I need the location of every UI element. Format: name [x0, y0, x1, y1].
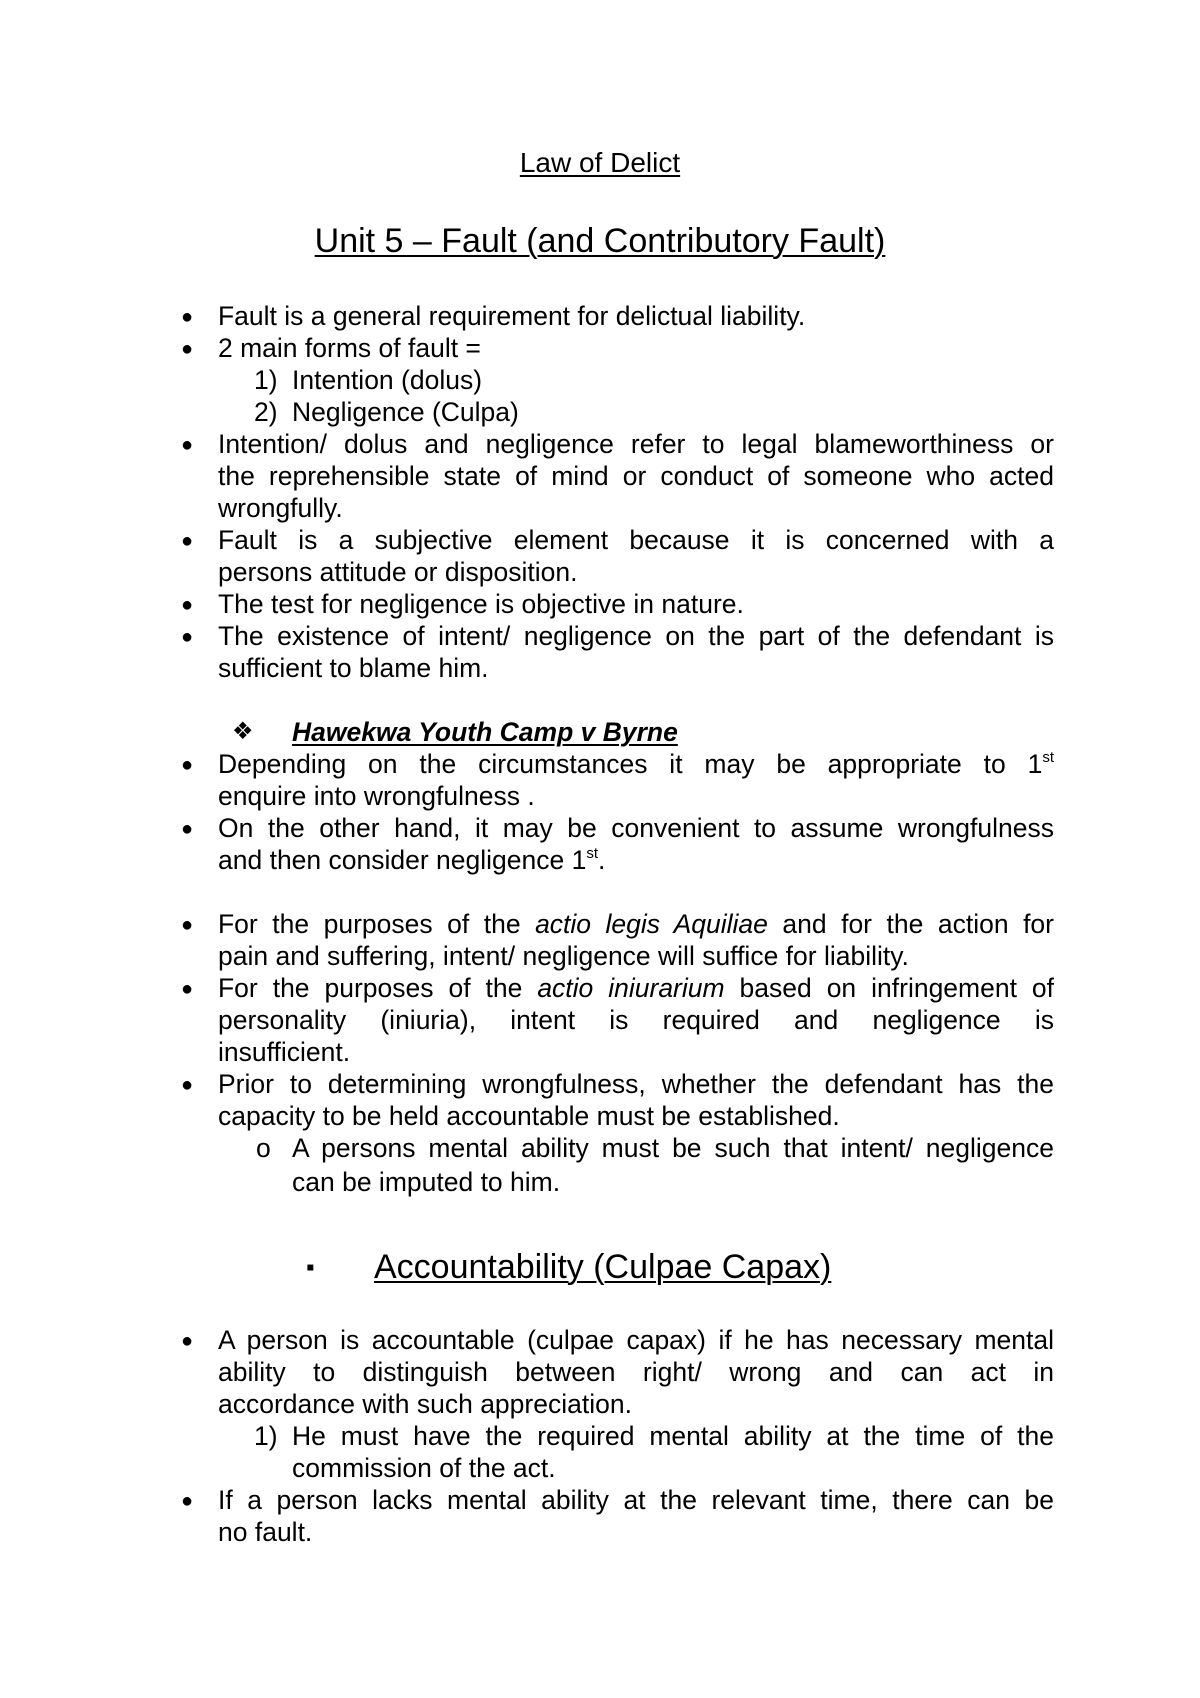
accountable-line1: A person is accountable (culpae capax) if he has necessary mental [218, 1325, 1054, 1355]
purposes-aquiliae-line1: For the purposes of the actio legis Aquiliae and for the action for [218, 909, 1054, 939]
bullet-marker: ● [181, 818, 194, 840]
section-heading: Accountability (Culpae Capax) [374, 1248, 832, 1286]
bullet-marker: ● [181, 1490, 194, 1512]
form-intention: Intention (dolus) [292, 365, 483, 395]
bullet-marker: ● [181, 914, 194, 936]
sub-bullet-marker: o [256, 1133, 271, 1163]
prior-wrongfulness-line1: Prior to determining wrongfulness, whether the defendant has the [218, 1069, 1054, 1099]
case-name: Hawekwa Youth Camp v Byrne [292, 717, 678, 747]
bullet-subjective-line2: persons attitude or disposition. [218, 557, 578, 587]
bullet-marker: ● [181, 978, 194, 1000]
accountable-line2: ability to distinguish between right/ wrong and can act in [218, 1357, 1054, 1387]
bullet-marker: ● [181, 434, 194, 456]
bullet-marker: ● [181, 754, 194, 776]
prior-wrongfulness-line2: capacity to be held accountable must be established. [218, 1101, 840, 1131]
bullet-fault-general: Fault is a general requirement for delictual liability. [218, 301, 806, 331]
unit-heading: Unit 5 – Fault (and Contributory Fault) [314, 222, 886, 260]
diamond-bullet-icon: ❖ [232, 718, 254, 745]
bullet-existence-line2: sufficient to blame him. [218, 653, 489, 683]
bullet-marker: ● [181, 594, 194, 616]
lacks-ability-line1: If a person lacks mental ability at the relevant time, there can be [218, 1485, 1054, 1515]
list-number: 2) [254, 397, 278, 427]
purposes-iniurarium-line1: For the purposes of the actio iniurarium based on infringement of [218, 973, 1055, 1003]
bullet-objective-test: The test for negligence is objective in nature. [218, 589, 744, 619]
bullet-marker: ● [181, 338, 194, 360]
accountable-line3: accordance with such appreciation. [218, 1389, 632, 1419]
mental-ability-line1: A persons mental ability must be such that intent/ negligence [292, 1133, 1054, 1163]
bullet-subjective-line1: Fault is a subjective element because it is concerned with a [218, 525, 1054, 555]
bullet-existence-line1: The existence of intent/ negligence on the part of the defendant is [218, 621, 1054, 651]
purposes-iniurarium-line2: personality (iniuria), intent is required and negligence is [218, 1005, 1054, 1035]
form-negligence: Negligence (Culpa) [292, 397, 519, 427]
case-bullet-2-line1: On the other hand, it may be convenient to assume wrongfulness [218, 813, 1054, 843]
case-bullet-2-line2: and then consider negligence 1st. [218, 845, 606, 875]
case-bullet-1-line2: enquire into wrongfulness . [218, 781, 535, 811]
document-title: Law of Delict [519, 147, 681, 178]
purposes-iniurarium-line3: insufficient. [218, 1037, 351, 1067]
square-bullet-icon: ▪ [306, 1254, 315, 1281]
bullet-marker: ● [181, 306, 194, 328]
bullet-marker: ● [181, 1330, 194, 1352]
bullet-intention-line3: wrongfully. [218, 493, 343, 523]
list-number: 1) [254, 1421, 278, 1451]
bullet-marker: ● [181, 1074, 194, 1096]
bullet-marker: ● [181, 530, 194, 552]
case-bullet-1-line1: Depending on the circumstances it may be appropriate to 1st [218, 749, 1054, 779]
bullet-marker: ● [181, 626, 194, 648]
mental-ability-line2: can be imputed to him. [292, 1167, 561, 1197]
bullet-main-forms: 2 main forms of fault = [218, 333, 481, 363]
list-number: 1) [254, 365, 278, 395]
bullet-intention-line2: the reprehensible state of mind or conduct of someone who acted [218, 461, 1054, 491]
lacks-ability-line2: no fault. [218, 1517, 313, 1547]
purposes-aquiliae-line2: pain and suffering, intent/ negligence will suffice for liability. [218, 941, 909, 971]
bullet-intention-line1: Intention/ dolus and negligence refer to legal blameworthiness or [218, 429, 1054, 459]
mental-ability-time-line2: commission of the act. [292, 1453, 556, 1483]
mental-ability-time-line1: He must have the required mental ability at the time of the [292, 1421, 1054, 1451]
